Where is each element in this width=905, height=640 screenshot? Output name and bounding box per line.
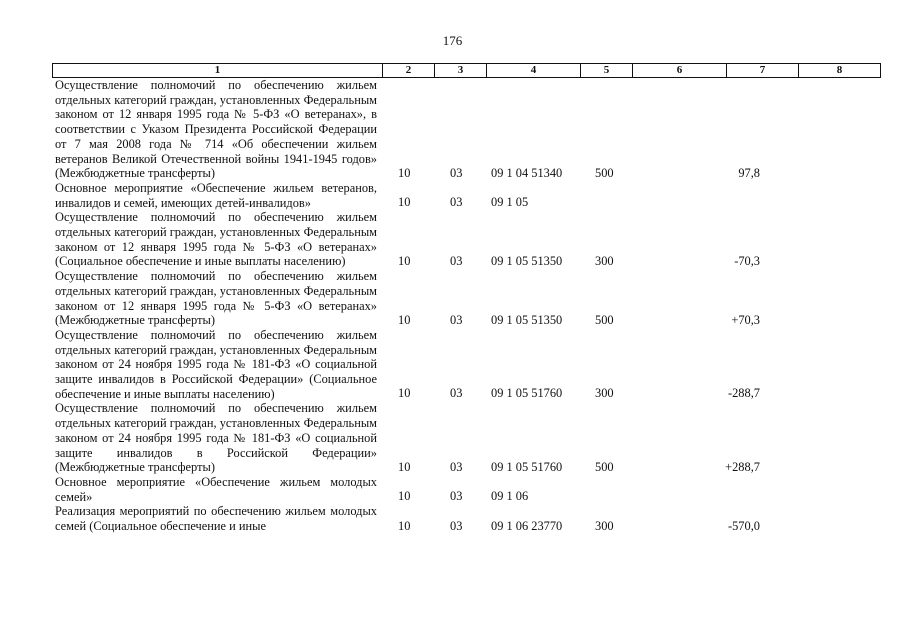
row-expense-type: 500 — [595, 459, 614, 474]
table-row — [55, 474, 529, 504]
row-description: Осуществление полномочий по обеспечению жильем отдельных категорий граждан, установленных Федеральным законом от 12 января 1995 года № 5-ФЗ «О ветеранах» (Социальное обеспечение и иные выплаты населению) — [55, 210, 377, 269]
table-row — [55, 180, 529, 210]
row-section: 10 — [398, 489, 411, 504]
row-subsection: 03 — [450, 518, 463, 533]
header-col-5: 5 — [581, 64, 633, 77]
row-amount: -70,3 — [734, 254, 760, 269]
table-row — [55, 78, 760, 181]
row-description: Осуществление полномочий по обеспечению жильем отдельных категорий граждан, установленных Федеральным законом от 12 января 1995 года № 5-ФЗ «О ветеранах», в соответствии с Указом Президента Российской Федерации от 7 мая 2008 года № 714 «Об обеспечении жильем ветеранов Великой Отечественной войны 1941-1945 годов» (Межбюджетные трансферты) — [55, 78, 377, 181]
row-subsection: 03 — [450, 165, 463, 180]
row-section: 10 — [398, 165, 411, 180]
row-description: Основное мероприятие «Обеспечение жильем молодых семей» — [55, 474, 377, 504]
page-number: 176 — [442, 33, 463, 48]
row-target-code: 09 1 06 23770 — [491, 518, 563, 533]
row-section: 10 — [398, 518, 411, 533]
row-target-code: 09 1 05 51350 — [491, 312, 563, 327]
table-header — [52, 63, 881, 78]
row-description: Реализация мероприятий по обеспечению жильем молодых семей (Социальное обеспечение и иные — [55, 504, 377, 534]
row-amount: 97,8 — [738, 165, 760, 180]
row-target-code: 09 1 04 51340 — [491, 165, 563, 180]
row-section: 10 — [398, 254, 411, 269]
header-col-8: 8 — [799, 64, 881, 77]
table-row — [55, 269, 760, 328]
header-col-6: 6 — [633, 64, 727, 77]
table-row — [55, 401, 760, 475]
row-amount: -570,0 — [727, 518, 760, 533]
header-col-2: 2 — [383, 64, 435, 77]
row-subsection: 03 — [450, 254, 463, 269]
row-description: Основное мероприятие «Обеспечение жильем ветеранов, инвалидов и семей, имеющих детей-инвалидов» — [55, 180, 377, 210]
row-section: 10 — [398, 459, 411, 474]
header-col-4: 4 — [487, 64, 581, 77]
row-subsection: 03 — [450, 459, 463, 474]
table-row — [55, 327, 760, 402]
row-subsection: 03 — [450, 489, 463, 504]
row-amount: +288,7 — [725, 459, 760, 474]
row-section: 10 — [398, 386, 411, 401]
header-col-3: 3 — [435, 64, 487, 77]
row-expense-type: 500 — [595, 312, 614, 327]
row-expense-type: 300 — [595, 518, 614, 533]
row-section: 10 — [398, 312, 411, 327]
row-amount: +70,3 — [731, 312, 760, 327]
row-description: Осуществление полномочий по обеспечению жильем отдельных категорий граждан, установленных Федеральным законом от 24 ноября 1995 года № 181-ФЗ «О социальной защите инвалидов в Российской Федерации» (Социальное обеспечение и иные выплаты населению) — [55, 327, 377, 401]
row-target-code: 09 1 05 51760 — [491, 459, 563, 474]
row-target-code: 09 1 05 51350 — [491, 254, 563, 269]
row-subsection: 03 — [450, 386, 463, 401]
row-target-code: 09 1 05 51760 — [491, 386, 563, 401]
row-target-code: 09 1 05 — [491, 195, 529, 210]
header-col-7: 7 — [727, 64, 799, 77]
table-row — [55, 210, 760, 269]
row-section: 10 — [398, 195, 411, 210]
row-subsection: 03 — [450, 312, 463, 327]
row-expense-type: 500 — [595, 165, 614, 180]
row-expense-type: 300 — [595, 254, 614, 269]
row-description: Осуществление полномочий по обеспечению жильем отдельных категорий граждан, установленных Федеральным законом от 24 ноября 1995 года № 181-ФЗ «О социальной защите инвалидов в Российской Федерации» (Межбюджетные трансферты) — [55, 401, 377, 475]
table-row — [55, 504, 760, 534]
row-target-code: 09 1 06 — [491, 489, 529, 504]
table-body — [55, 78, 760, 534]
row-subsection: 03 — [450, 195, 463, 210]
row-amount: -288,7 — [727, 386, 760, 401]
row-expense-type: 300 — [595, 386, 614, 401]
row-description: Осуществление полномочий по обеспечению жильем отдельных категорий граждан, установленных Федеральным законом от 12 января 1995 года № 5-ФЗ «О ветеранах» (Межбюджетные трансферты) — [55, 269, 377, 328]
header-col-1: 1 — [53, 64, 383, 77]
